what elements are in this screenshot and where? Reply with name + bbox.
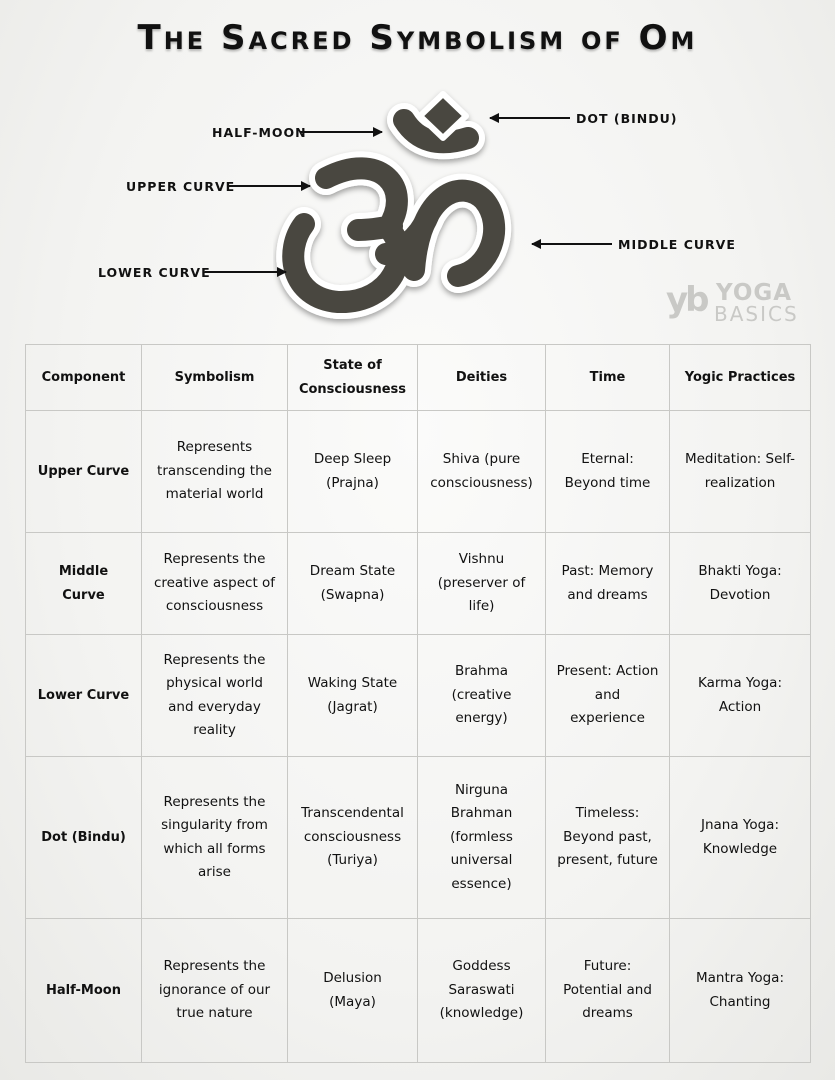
cell-state: Dream State (Swapna) [288,533,418,635]
cell-component: Lower Curve [26,635,142,757]
cell-deities: Nirguna Brahman (formless universal essence) [418,757,546,919]
half-moon-label: HALF-MOON [212,125,307,140]
table-header-row [26,345,811,411]
cell-state: Transcendental consciousness (Turiya) [288,757,418,919]
cell-state: Delusion (Maya) [288,919,418,1063]
cell-practice: Karma Yoga: Action [670,635,811,757]
dot-label: DOT (BINDU) [576,111,678,126]
lower-curve-label: LOWER CURVE [98,265,211,280]
cell-deities: Vishnu (preserver of life) [418,533,546,635]
cell-component: Dot (Bindu) [26,757,142,919]
cell-time: Future: Potential and dreams [546,919,670,1063]
cell-symbolism: Represents the singularity from which all forms arise [142,757,288,919]
cell-practice: Meditation: Self-realization [670,411,811,533]
table-row [26,533,811,635]
logo-word-yoga: YOGA [716,280,793,306]
yoga-basics-logo [666,282,816,326]
cell-time: Timeless: Beyond past, present, future [546,757,670,919]
cell-symbolism: Represents the creative aspect of consciousness [142,533,288,635]
cell-practice: Jnana Yoga: Knowledge [670,757,811,919]
cell-deities: Goddess Saraswati (knowledge) [418,919,546,1063]
cell-state: Waking State (Jagrat) [288,635,418,757]
header-symbolism: Symbolism [142,345,288,411]
cell-time: Eternal: Beyond time [546,411,670,533]
symbolism-table [25,344,811,1063]
table-row [26,411,811,533]
cell-time: Present: Action and experience [546,635,670,757]
header-component: Component [26,345,142,411]
cell-component: Half-Moon [26,919,142,1063]
logo-mark: yb [666,280,707,320]
cell-symbolism: Represents the physical world and everyday reality [142,635,288,757]
page-title: The Sacred Symbolism of Om [137,18,698,58]
logo-word-basics: BASICS [714,302,799,326]
cell-deities: Shiva (pure consciousness) [418,411,546,533]
cell-deities: Brahma (creative energy) [418,635,546,757]
table-row [26,757,811,919]
cell-symbolism: Represents the ignorance of our true nature [142,919,288,1063]
cell-time: Past: Memory and dreams [546,533,670,635]
middle-curve-label: MIDDLE CURVE [618,237,736,252]
header-deities: Deities [418,345,546,411]
cell-practice: Mantra Yoga: Chanting [670,919,811,1063]
cell-symbolism: Represents transcending the material world [142,411,288,533]
cell-practice: Bhakti Yoga: Devotion [670,533,811,635]
cell-component: Upper Curve [26,411,142,533]
table-row [26,635,811,757]
header-yogic-practices: Yogic Practices [670,345,811,411]
cell-state: Deep Sleep (Prajna) [288,411,418,533]
cell-component: Middle Curve [26,533,142,635]
table-row [26,919,811,1063]
upper-curve-label: UPPER CURVE [126,179,236,194]
header-state-of-consciousness: State of Consciousness [288,345,418,411]
om-symbol-icon [293,94,494,302]
header-time: Time [546,345,670,411]
